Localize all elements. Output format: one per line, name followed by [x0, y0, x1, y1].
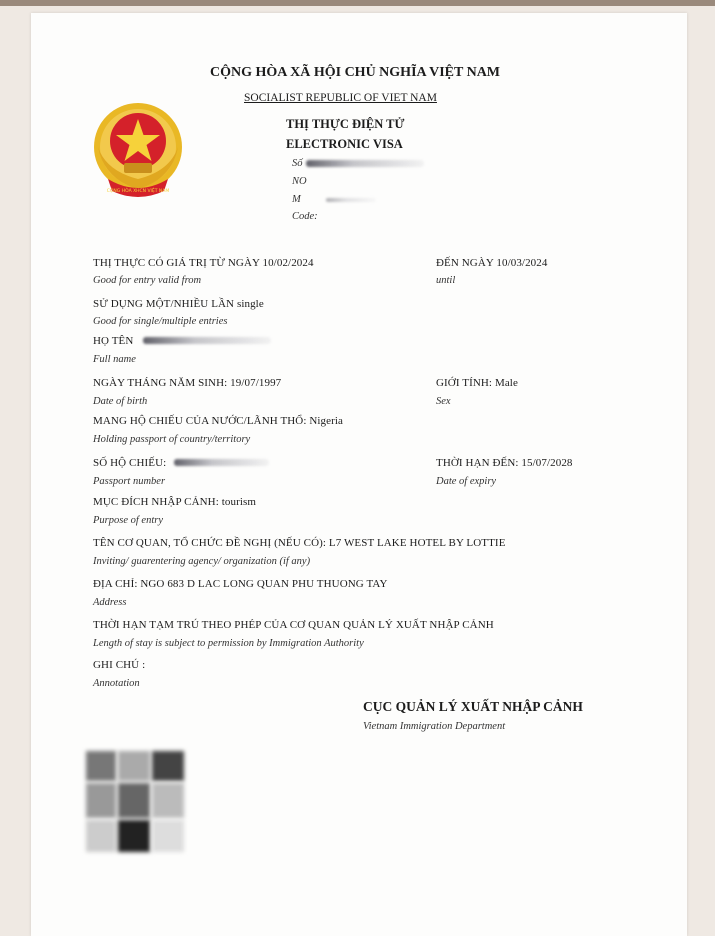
visa-code-label-en: Code:: [292, 211, 318, 222]
emblem-ribbon-text: CỘNG HÒA XHCN VIỆT NAM: [106, 189, 170, 194]
passport-expiry-vn: THỜI HẠN ĐẾN: 15/07/2028: [436, 457, 573, 469]
redacted-visa-number: [306, 160, 424, 167]
issuing-department-vn: CỤC QUẢN LÝ XUẤT NHẬP CẢNH: [363, 699, 583, 714]
entries-en: Good for single/multiple entries: [93, 316, 228, 327]
sex-en: Sex: [436, 396, 451, 407]
entries-vn: SỬ DỤNG MỘT/NHIỀU LẦN single: [93, 298, 264, 310]
vietnam-national-emblem-icon: [90, 101, 186, 199]
sex-vn: GIỚI TÍNH: Male: [436, 377, 518, 389]
date-of-birth-en: Date of birth: [93, 396, 148, 407]
purpose-en: Purpose of entry: [93, 515, 163, 526]
redacted-passport-number: [174, 459, 269, 466]
inviting-agency-vn: TÊN CƠ QUAN, TỔ CHỨC ĐỀ NGHỊ (NẾU CÓ): L7 WEST LAKE HOTEL BY LOTTIE: [93, 537, 506, 549]
inviting-agency-en: Inviting/ guarentering agency/ organization (if any): [93, 556, 311, 567]
passport-country-vn: MANG HỘ CHIẾU CỦA NƯỚC/LÃNH THỔ: Nigeria: [93, 415, 344, 427]
country-title-vn: CỘNG HÒA XÃ HỘI CHỦ NGHĨA VIỆT NAM: [210, 65, 501, 80]
visa-number-label-en: NO: [292, 176, 307, 187]
valid-until-en: until: [436, 275, 456, 286]
passport-number-vn: SỐ HỘ CHIẾU:: [93, 457, 167, 469]
passport-expiry-en: Date of expiry: [436, 476, 497, 487]
visa-number-label-vn: Số: [292, 158, 303, 169]
date-of-birth-vn: NGÀY THÁNG NĂM SINH: 19/07/1997: [93, 377, 282, 389]
valid-from-vn: THỊ THỰC CÓ GIÁ TRỊ TỪ NGÀY 10/02/2024: [93, 257, 314, 269]
address-vn: ĐỊA CHỈ: NGO 683 D LAC LONG QUAN PHU THUONG TAY: [93, 578, 388, 590]
passport-country-en: Holding passport of country/territory: [93, 434, 251, 445]
redacted-qr-code-icon: [86, 751, 186, 856]
full-name-vn: HỌ TÊN: [93, 335, 134, 347]
annotation-vn: GHI CHÚ :: [93, 659, 146, 671]
redacted-full-name: [143, 337, 271, 344]
visa-title-en: ELECTRONIC VISA: [286, 137, 403, 151]
passport-number-en: Passport number: [93, 476, 166, 487]
full-name-en: Full name: [93, 354, 136, 365]
annotation-en: Annotation: [93, 678, 140, 689]
length-of-stay-vn: THỜI HẠN TẠM TRÚ THEO PHÉP CỦA CƠ QUAN QUẢN LÝ XUẤT NHẬP CẢNH: [93, 619, 494, 631]
length-of-stay-en: Length of stay is subject to permission by Immigration Authority: [93, 638, 364, 649]
country-title-en: SOCIALIST REPUBLIC OF VIET NAM: [244, 92, 437, 104]
visa-title-vn: THỊ THỰC ĐIỆN TỬ: [286, 117, 405, 131]
purpose-vn: MỤC ĐÍCH NHẬP CẢNH: tourism: [93, 496, 257, 508]
window-top-edge: [0, 0, 715, 6]
redacted-visa-code: [326, 198, 376, 202]
visa-document: [31, 13, 687, 936]
address-en: Address: [93, 597, 127, 608]
valid-from-en: Good for entry valid from: [93, 275, 202, 286]
issuing-department-en: Vietnam Immigration Department: [363, 721, 506, 732]
valid-until-vn: ĐẾN NGÀY 10/03/2024: [436, 257, 548, 269]
visa-code-label-vn: M: [292, 194, 301, 205]
